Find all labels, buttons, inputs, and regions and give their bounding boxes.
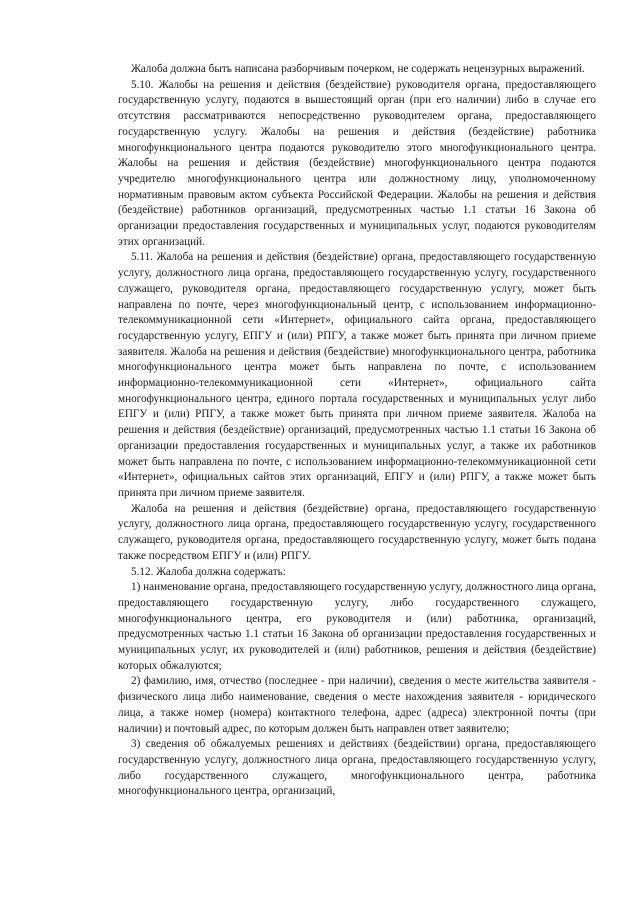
list-item-1: 1) наименование органа, предоставляющего государственную услугу, должностного лица органа, предоставляющего государственную услугу, либо государственного служащего, многофункционального центра, его руководителя и (или) работника, организаций, предусмотренных частью 1.1 статьи 16 Закона об организации предоставления государственных и муниципальных услуг, их руководителей и (или) работников, решения и действия (бездействие) которых обжалуются; bbox=[118, 581, 596, 672]
paragraph-5-12: 5.12. Жалоба должна содержать: bbox=[131, 565, 286, 578]
list-item-2: 2) фамилию, имя, отчество (последнее - при наличии), сведения о месте жительства заявителя - физического лица либо наименование, сведения о месте нахождения заявителя - юридического лица, а также номер (номера) контактного телефона, адрес (адреса) электронной почты (при наличии) и почтовый адрес, по которым должен быть направлен ответ заявителю; bbox=[118, 675, 596, 735]
document-page bbox=[118, 62, 596, 800]
paragraph-5-10: 5.10. Жалобы на решения и действия (бездействие) руководителя органа, предоставляющего государственную услугу, подаются в вышестоящий орган (при его наличии) либо в случае его отсутствия рассматриваются непосредственно руководителем органа, предоставляющего государственную услугу. Жалобы на решения и действия (бездействие) работника многофункционального центра подаются руководителю этого многофункционального центра. Жалобы на решения и действия (бездействие) многофункционального центра подаются учредителю многофункционального центра или должностному лицу, уполномоченному нормативным правовым актом субъекта Российской Федерации. Жалобы на решения и действия (бездействие) работников организаций, предусмотренных частью 1.1 статьи 16 Закона об организации предоставления государственных и муниципальных услуг, подаются руководителям этих организаций. bbox=[118, 78, 596, 248]
paragraph-complaint-epgu: Жалоба на решения и действия (бездействие) органа, предоставляющего государственную услугу, должностного лица органа, предоставляющего государственную услугу, государственного служащего, руководителя органа, предоставляющего государственную услугу, может быть подана также посредством ЕПГУ и (или) РПГУ. bbox=[118, 502, 596, 562]
paragraph-5-11: 5.11. Жалоба на решения и действия (бездействие) органа, предоставляющего государственную услугу, должностного лица органа, предоставляющего государственную услугу, государственного служащего, руководителя органа, предоставляющего государственную услугу, может быть направлена по почте, через многофункциональный центр, с использованием информационно-телекоммуникационной сети «Интернет», официального сайта органа, предоставляющего государственную услугу, ЕПГУ и (или) РПГУ, а также может быть принята при личном приеме заявителя. Жалоба на решения и действия (бездействие) многофункционального центра, работника многофункционального центра может быть направлена по почте, с использованием информационно-телекоммуникационной сети «Интернет», официального сайта многофункционального центра, единого портала государственных и муниципальных услуг либо ЕПГУ и (или) РПГУ, а также может быть принята при личном приеме заявителя. Жалоба на решения и действия (бездействие) организаций, предусмотренных частью 1.1 статьи 16 Закона об организации предоставления государственных и муниципальных услуг, а также их работников может быть направлена по почте, с использованием информационно-телекоммуникационной сети «Интернет», официальных сайтов этих организаций, ЕПГУ и (или) РПГУ, а также может быть принята при личном приеме заявителя. bbox=[118, 251, 596, 499]
paragraph-complaint-handwriting: Жалоба должна быть написана разборчивым почерком, не содержать нецензурных выражений. bbox=[131, 63, 585, 75]
list-item-3: 3) сведения об обжалуемых решениях и действиях (бездействии) органа, предоставляющего государственную услугу, должностного лица органа, предоставляющего государственную услугу, либо государственного служащего, многофункционального центра, работника многофункционального центра, организаций, bbox=[118, 738, 596, 798]
